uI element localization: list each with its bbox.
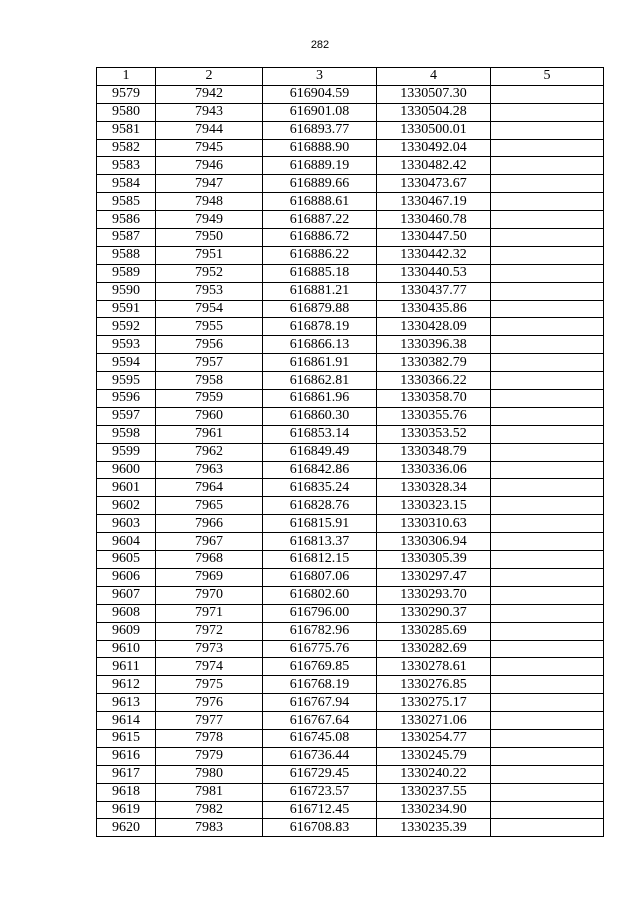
- table-cell-col-2: 7959: [156, 390, 263, 408]
- table-cell-col-4: 1330297.47: [377, 568, 491, 586]
- table-cell-col-5: [491, 533, 604, 551]
- table-cell-col-4: 1330437.77: [377, 282, 491, 300]
- table-cell-col-3: 616849.49: [263, 443, 377, 461]
- table-cell-col-5: [491, 318, 604, 336]
- table-cell-col-3: 616886.72: [263, 229, 377, 247]
- table-cell-col-5: [491, 712, 604, 730]
- table-row: [97, 801, 604, 819]
- table-cell-col-2: 7964: [156, 479, 263, 497]
- table-cell-col-2: 7967: [156, 533, 263, 551]
- table-cell-col-3: 616835.24: [263, 479, 377, 497]
- table-row: [97, 640, 604, 658]
- table-cell-col-2: 7979: [156, 747, 263, 765]
- column-header-1: 1: [97, 68, 156, 86]
- table-cell-col-2: 7958: [156, 372, 263, 390]
- table-cell-col-3: 616729.45: [263, 765, 377, 783]
- table-cell-col-3: 616879.88: [263, 300, 377, 318]
- table-cell-col-2: 7961: [156, 425, 263, 443]
- table-cell-col-1: 9581: [97, 121, 156, 139]
- table-cell-col-1: 9590: [97, 282, 156, 300]
- table-cell-col-4: 1330435.86: [377, 300, 491, 318]
- header-row: [97, 68, 604, 86]
- table-cell-col-3: 616768.19: [263, 676, 377, 694]
- table-cell-col-3: 616861.91: [263, 354, 377, 372]
- table-cell-col-2: 7963: [156, 461, 263, 479]
- table-cell-col-4: 1330235.39: [377, 819, 491, 837]
- table-cell-col-5: [491, 801, 604, 819]
- table-cell-col-2: 7970: [156, 586, 263, 604]
- table-cell-col-3: 616802.60: [263, 586, 377, 604]
- table-cell-col-4: 1330482.42: [377, 157, 491, 175]
- table-row: [97, 175, 604, 193]
- table-cell-col-4: 1330276.85: [377, 676, 491, 694]
- table-cell-col-2: 7982: [156, 801, 263, 819]
- table-cell-col-4: 1330492.04: [377, 139, 491, 157]
- table-row: [97, 336, 604, 354]
- table-cell-col-4: 1330467.19: [377, 193, 491, 211]
- table-row: [97, 300, 604, 318]
- table-cell-col-4: 1330293.70: [377, 586, 491, 604]
- table-row: [97, 461, 604, 479]
- table-cell-col-5: [491, 497, 604, 515]
- table-cell-col-5: [491, 282, 604, 300]
- table-header: [97, 68, 604, 86]
- table-cell-col-2: 7957: [156, 354, 263, 372]
- table-cell-col-5: [491, 229, 604, 247]
- table-cell-col-5: [491, 246, 604, 264]
- table-cell-col-5: [491, 300, 604, 318]
- table-cell-col-5: [491, 103, 604, 121]
- table-cell-col-1: 9619: [97, 801, 156, 819]
- table-cell-col-4: 1330323.15: [377, 497, 491, 515]
- table-cell-col-5: [491, 622, 604, 640]
- table-cell-col-1: 9611: [97, 658, 156, 676]
- table-cell-col-4: 1330507.30: [377, 85, 491, 103]
- table-cell-col-4: 1330234.90: [377, 801, 491, 819]
- table-cell-col-2: 7965: [156, 497, 263, 515]
- table-cell-col-1: 9597: [97, 407, 156, 425]
- table-cell-col-3: 616862.81: [263, 372, 377, 390]
- table-cell-col-4: 1330305.39: [377, 551, 491, 569]
- table-cell-col-1: 9579: [97, 85, 156, 103]
- table-cell-col-2: 7953: [156, 282, 263, 300]
- table-row: [97, 211, 604, 229]
- table-cell-col-4: 1330285.69: [377, 622, 491, 640]
- table-row: [97, 479, 604, 497]
- table-cell-col-3: 616861.96: [263, 390, 377, 408]
- table-cell-col-2: 7968: [156, 551, 263, 569]
- table-row: [97, 318, 604, 336]
- table-row: [97, 747, 604, 765]
- table-cell-col-2: 7969: [156, 568, 263, 586]
- table-cell-col-1: 9616: [97, 747, 156, 765]
- table-cell-col-2: 7960: [156, 407, 263, 425]
- table-cell-col-3: 616782.96: [263, 622, 377, 640]
- table-cell-col-4: 1330271.06: [377, 712, 491, 730]
- table-cell-col-3: 616723.57: [263, 783, 377, 801]
- page-number: 282: [310, 39, 330, 51]
- table-cell-col-4: 1330336.06: [377, 461, 491, 479]
- table-cell-col-3: 616828.76: [263, 497, 377, 515]
- table-cell-col-1: 9599: [97, 443, 156, 461]
- table-cell-col-2: 7952: [156, 264, 263, 282]
- table-cell-col-3: 616815.91: [263, 515, 377, 533]
- table-cell-col-4: 1330245.79: [377, 747, 491, 765]
- table-cell-col-1: 9593: [97, 336, 156, 354]
- table-row: [97, 264, 604, 282]
- table-cell-col-5: [491, 372, 604, 390]
- table-row: [97, 121, 604, 139]
- table-cell-col-5: [491, 676, 604, 694]
- table-cell-col-4: 1330396.38: [377, 336, 491, 354]
- table-cell-col-5: [491, 586, 604, 604]
- table-cell-col-3: 616889.19: [263, 157, 377, 175]
- table-cell-col-1: 9588: [97, 246, 156, 264]
- table-cell-col-1: 9586: [97, 211, 156, 229]
- table-cell-col-2: 7946: [156, 157, 263, 175]
- table-cell-col-1: 9615: [97, 729, 156, 747]
- table-row: [97, 443, 604, 461]
- table-cell-col-3: 616904.59: [263, 85, 377, 103]
- table-cell-col-3: 616888.90: [263, 139, 377, 157]
- table-row: [97, 765, 604, 783]
- table-cell-col-5: [491, 640, 604, 658]
- table-row: [97, 85, 604, 103]
- table-cell-col-3: 616712.45: [263, 801, 377, 819]
- table-cell-col-4: 1330310.63: [377, 515, 491, 533]
- table-cell-col-5: [491, 461, 604, 479]
- table-row: [97, 425, 604, 443]
- table-cell-col-1: 9591: [97, 300, 156, 318]
- table-cell-col-1: 9596: [97, 390, 156, 408]
- table-cell-col-3: 616853.14: [263, 425, 377, 443]
- table-cell-col-2: 7973: [156, 640, 263, 658]
- table-cell-col-3: 616767.64: [263, 712, 377, 730]
- table-cell-col-5: [491, 85, 604, 103]
- table-cell-col-1: 9584: [97, 175, 156, 193]
- table-cell-col-5: [491, 264, 604, 282]
- table-cell-col-2: 7962: [156, 443, 263, 461]
- table-row: [97, 533, 604, 551]
- table-cell-col-1: 9583: [97, 157, 156, 175]
- table-cell-col-5: [491, 193, 604, 211]
- table-cell-col-1: 9598: [97, 425, 156, 443]
- table-cell-col-3: 616813.37: [263, 533, 377, 551]
- table-cell-col-4: 1330282.69: [377, 640, 491, 658]
- table-row: [97, 497, 604, 515]
- table-cell-col-3: 616860.30: [263, 407, 377, 425]
- table-cell-col-2: 7966: [156, 515, 263, 533]
- table-cell-col-3: 616736.44: [263, 747, 377, 765]
- table-cell-col-5: [491, 819, 604, 837]
- table-row: [97, 658, 604, 676]
- table-cell-col-3: 616881.21: [263, 282, 377, 300]
- table-cell-col-2: 7955: [156, 318, 263, 336]
- table-cell-col-5: [491, 551, 604, 569]
- table-cell-col-5: [491, 515, 604, 533]
- table-cell-col-3: 616886.22: [263, 246, 377, 264]
- table-row: [97, 551, 604, 569]
- table-cell-col-4: 1330382.79: [377, 354, 491, 372]
- table-row: [97, 819, 604, 837]
- table-cell-col-5: [491, 479, 604, 497]
- table-cell-col-5: [491, 604, 604, 622]
- table-cell-col-1: 9607: [97, 586, 156, 604]
- table-cell-col-1: 9606: [97, 568, 156, 586]
- table-row: [97, 604, 604, 622]
- table-cell-col-2: 7974: [156, 658, 263, 676]
- table-cell-col-2: 7978: [156, 729, 263, 747]
- table-body: [97, 85, 604, 836]
- table-cell-col-3: 616893.77: [263, 121, 377, 139]
- table-cell-col-5: [491, 121, 604, 139]
- table-cell-col-5: [491, 694, 604, 712]
- table-cell-col-2: 7944: [156, 121, 263, 139]
- table-cell-col-5: [491, 729, 604, 747]
- table-row: [97, 157, 604, 175]
- table-cell-col-4: 1330473.67: [377, 175, 491, 193]
- table-cell-col-5: [491, 139, 604, 157]
- table-cell-col-1: 9589: [97, 264, 156, 282]
- table-cell-col-1: 9595: [97, 372, 156, 390]
- table-cell-col-5: [491, 157, 604, 175]
- table-cell-col-2: 7947: [156, 175, 263, 193]
- table-cell-col-1: 9618: [97, 783, 156, 801]
- table-cell-col-3: 616775.76: [263, 640, 377, 658]
- table-cell-col-5: [491, 658, 604, 676]
- table-cell-col-3: 616878.19: [263, 318, 377, 336]
- table-cell-col-2: 7977: [156, 712, 263, 730]
- table-cell-col-3: 616769.85: [263, 658, 377, 676]
- table-cell-col-1: 9585: [97, 193, 156, 211]
- table-row: [97, 568, 604, 586]
- table-cell-col-2: 7983: [156, 819, 263, 837]
- table-cell-col-1: 9592: [97, 318, 156, 336]
- table-cell-col-2: 7943: [156, 103, 263, 121]
- table-row: [97, 694, 604, 712]
- table-cell-col-1: 9580: [97, 103, 156, 121]
- table-row: [97, 139, 604, 157]
- table-row: [97, 515, 604, 533]
- table-cell-col-1: 9614: [97, 712, 156, 730]
- table-row: [97, 783, 604, 801]
- table-cell-col-1: 9620: [97, 819, 156, 837]
- table-cell-col-5: [491, 336, 604, 354]
- table-cell-col-1: 9601: [97, 479, 156, 497]
- table-cell-col-4: 1330358.70: [377, 390, 491, 408]
- table-cell-col-5: [491, 425, 604, 443]
- table-cell-col-5: [491, 407, 604, 425]
- table-row: [97, 712, 604, 730]
- table-row: [97, 193, 604, 211]
- table-cell-col-1: 9603: [97, 515, 156, 533]
- table-cell-col-2: 7980: [156, 765, 263, 783]
- table-cell-col-3: 616901.08: [263, 103, 377, 121]
- table-cell-col-1: 9587: [97, 229, 156, 247]
- table-cell-col-4: 1330290.37: [377, 604, 491, 622]
- table-cell-col-4: 1330366.22: [377, 372, 491, 390]
- table-cell-col-2: 7945: [156, 139, 263, 157]
- table-cell-col-4: 1330460.78: [377, 211, 491, 229]
- table-cell-col-3: 616767.94: [263, 694, 377, 712]
- table-row: [97, 103, 604, 121]
- table-cell-col-1: 9608: [97, 604, 156, 622]
- table-cell-col-3: 616888.61: [263, 193, 377, 211]
- table-cell-col-3: 616812.15: [263, 551, 377, 569]
- table-cell-col-1: 9582: [97, 139, 156, 157]
- table-cell-col-4: 1330440.53: [377, 264, 491, 282]
- table-cell-col-4: 1330504.28: [377, 103, 491, 121]
- table-row: [97, 676, 604, 694]
- table-row: [97, 246, 604, 264]
- table-cell-col-4: 1330348.79: [377, 443, 491, 461]
- table-cell-col-1: 9612: [97, 676, 156, 694]
- table-cell-col-2: 7976: [156, 694, 263, 712]
- table-cell-col-1: 9605: [97, 551, 156, 569]
- table-cell-col-2: 7951: [156, 246, 263, 264]
- table-cell-col-4: 1330442.32: [377, 246, 491, 264]
- table-row: [97, 622, 604, 640]
- table-cell-col-2: 7948: [156, 193, 263, 211]
- table-cell-col-1: 9613: [97, 694, 156, 712]
- column-header-4: 4: [377, 68, 491, 86]
- table-cell-col-3: 616866.13: [263, 336, 377, 354]
- table-cell-col-5: [491, 568, 604, 586]
- table-cell-col-1: 9617: [97, 765, 156, 783]
- table-cell-col-2: 7950: [156, 229, 263, 247]
- table-cell-col-4: 1330500.01: [377, 121, 491, 139]
- table-cell-col-3: 616796.00: [263, 604, 377, 622]
- table-row: [97, 729, 604, 747]
- table-cell-col-2: 7975: [156, 676, 263, 694]
- table-cell-col-5: [491, 443, 604, 461]
- table-cell-col-5: [491, 765, 604, 783]
- table-cell-col-4: 1330237.55: [377, 783, 491, 801]
- table-cell-col-4: 1330428.09: [377, 318, 491, 336]
- column-header-5: 5: [491, 68, 604, 86]
- table-cell-col-4: 1330447.50: [377, 229, 491, 247]
- table-cell-col-4: 1330278.61: [377, 658, 491, 676]
- table-cell-col-3: 616889.66: [263, 175, 377, 193]
- table-row: [97, 407, 604, 425]
- table-cell-col-3: 616885.18: [263, 264, 377, 282]
- table-cell-col-5: [491, 747, 604, 765]
- table-cell-col-2: 7954: [156, 300, 263, 318]
- table-cell-col-2: 7971: [156, 604, 263, 622]
- table-cell-col-4: 1330328.34: [377, 479, 491, 497]
- table-cell-col-1: 9602: [97, 497, 156, 515]
- table-cell-col-5: [491, 175, 604, 193]
- table-cell-col-2: 7972: [156, 622, 263, 640]
- table-cell-col-1: 9600: [97, 461, 156, 479]
- table-cell-col-1: 9604: [97, 533, 156, 551]
- table-cell-col-3: 616708.83: [263, 819, 377, 837]
- table-cell-col-4: 1330353.52: [377, 425, 491, 443]
- table-cell-col-4: 1330275.17: [377, 694, 491, 712]
- table-cell-col-1: 9609: [97, 622, 156, 640]
- table-row: [97, 282, 604, 300]
- table-row: [97, 586, 604, 604]
- table-cell-col-5: [491, 354, 604, 372]
- column-header-2: 2: [156, 68, 263, 86]
- table-cell-col-2: 7942: [156, 85, 263, 103]
- table-cell-col-2: 7949: [156, 211, 263, 229]
- table-row: [97, 372, 604, 390]
- column-header-3: 3: [263, 68, 377, 86]
- table-cell-col-3: 616842.86: [263, 461, 377, 479]
- table-cell-col-1: 9594: [97, 354, 156, 372]
- table-cell-col-3: 616807.06: [263, 568, 377, 586]
- table-cell-col-3: 616887.22: [263, 211, 377, 229]
- coordinates-table: [96, 67, 604, 837]
- table-cell-col-3: 616745.08: [263, 729, 377, 747]
- table-cell-col-2: 7956: [156, 336, 263, 354]
- table-cell-col-4: 1330240.22: [377, 765, 491, 783]
- table-row: [97, 354, 604, 372]
- table-cell-col-4: 1330254.77: [377, 729, 491, 747]
- table-cell-col-5: [491, 211, 604, 229]
- table-cell-col-2: 7981: [156, 783, 263, 801]
- table-cell-col-4: 1330355.76: [377, 407, 491, 425]
- table-cell-col-1: 9610: [97, 640, 156, 658]
- table-cell-col-4: 1330306.94: [377, 533, 491, 551]
- table-cell-col-5: [491, 783, 604, 801]
- table-row: [97, 229, 604, 247]
- table-row: [97, 390, 604, 408]
- table-cell-col-5: [491, 390, 604, 408]
